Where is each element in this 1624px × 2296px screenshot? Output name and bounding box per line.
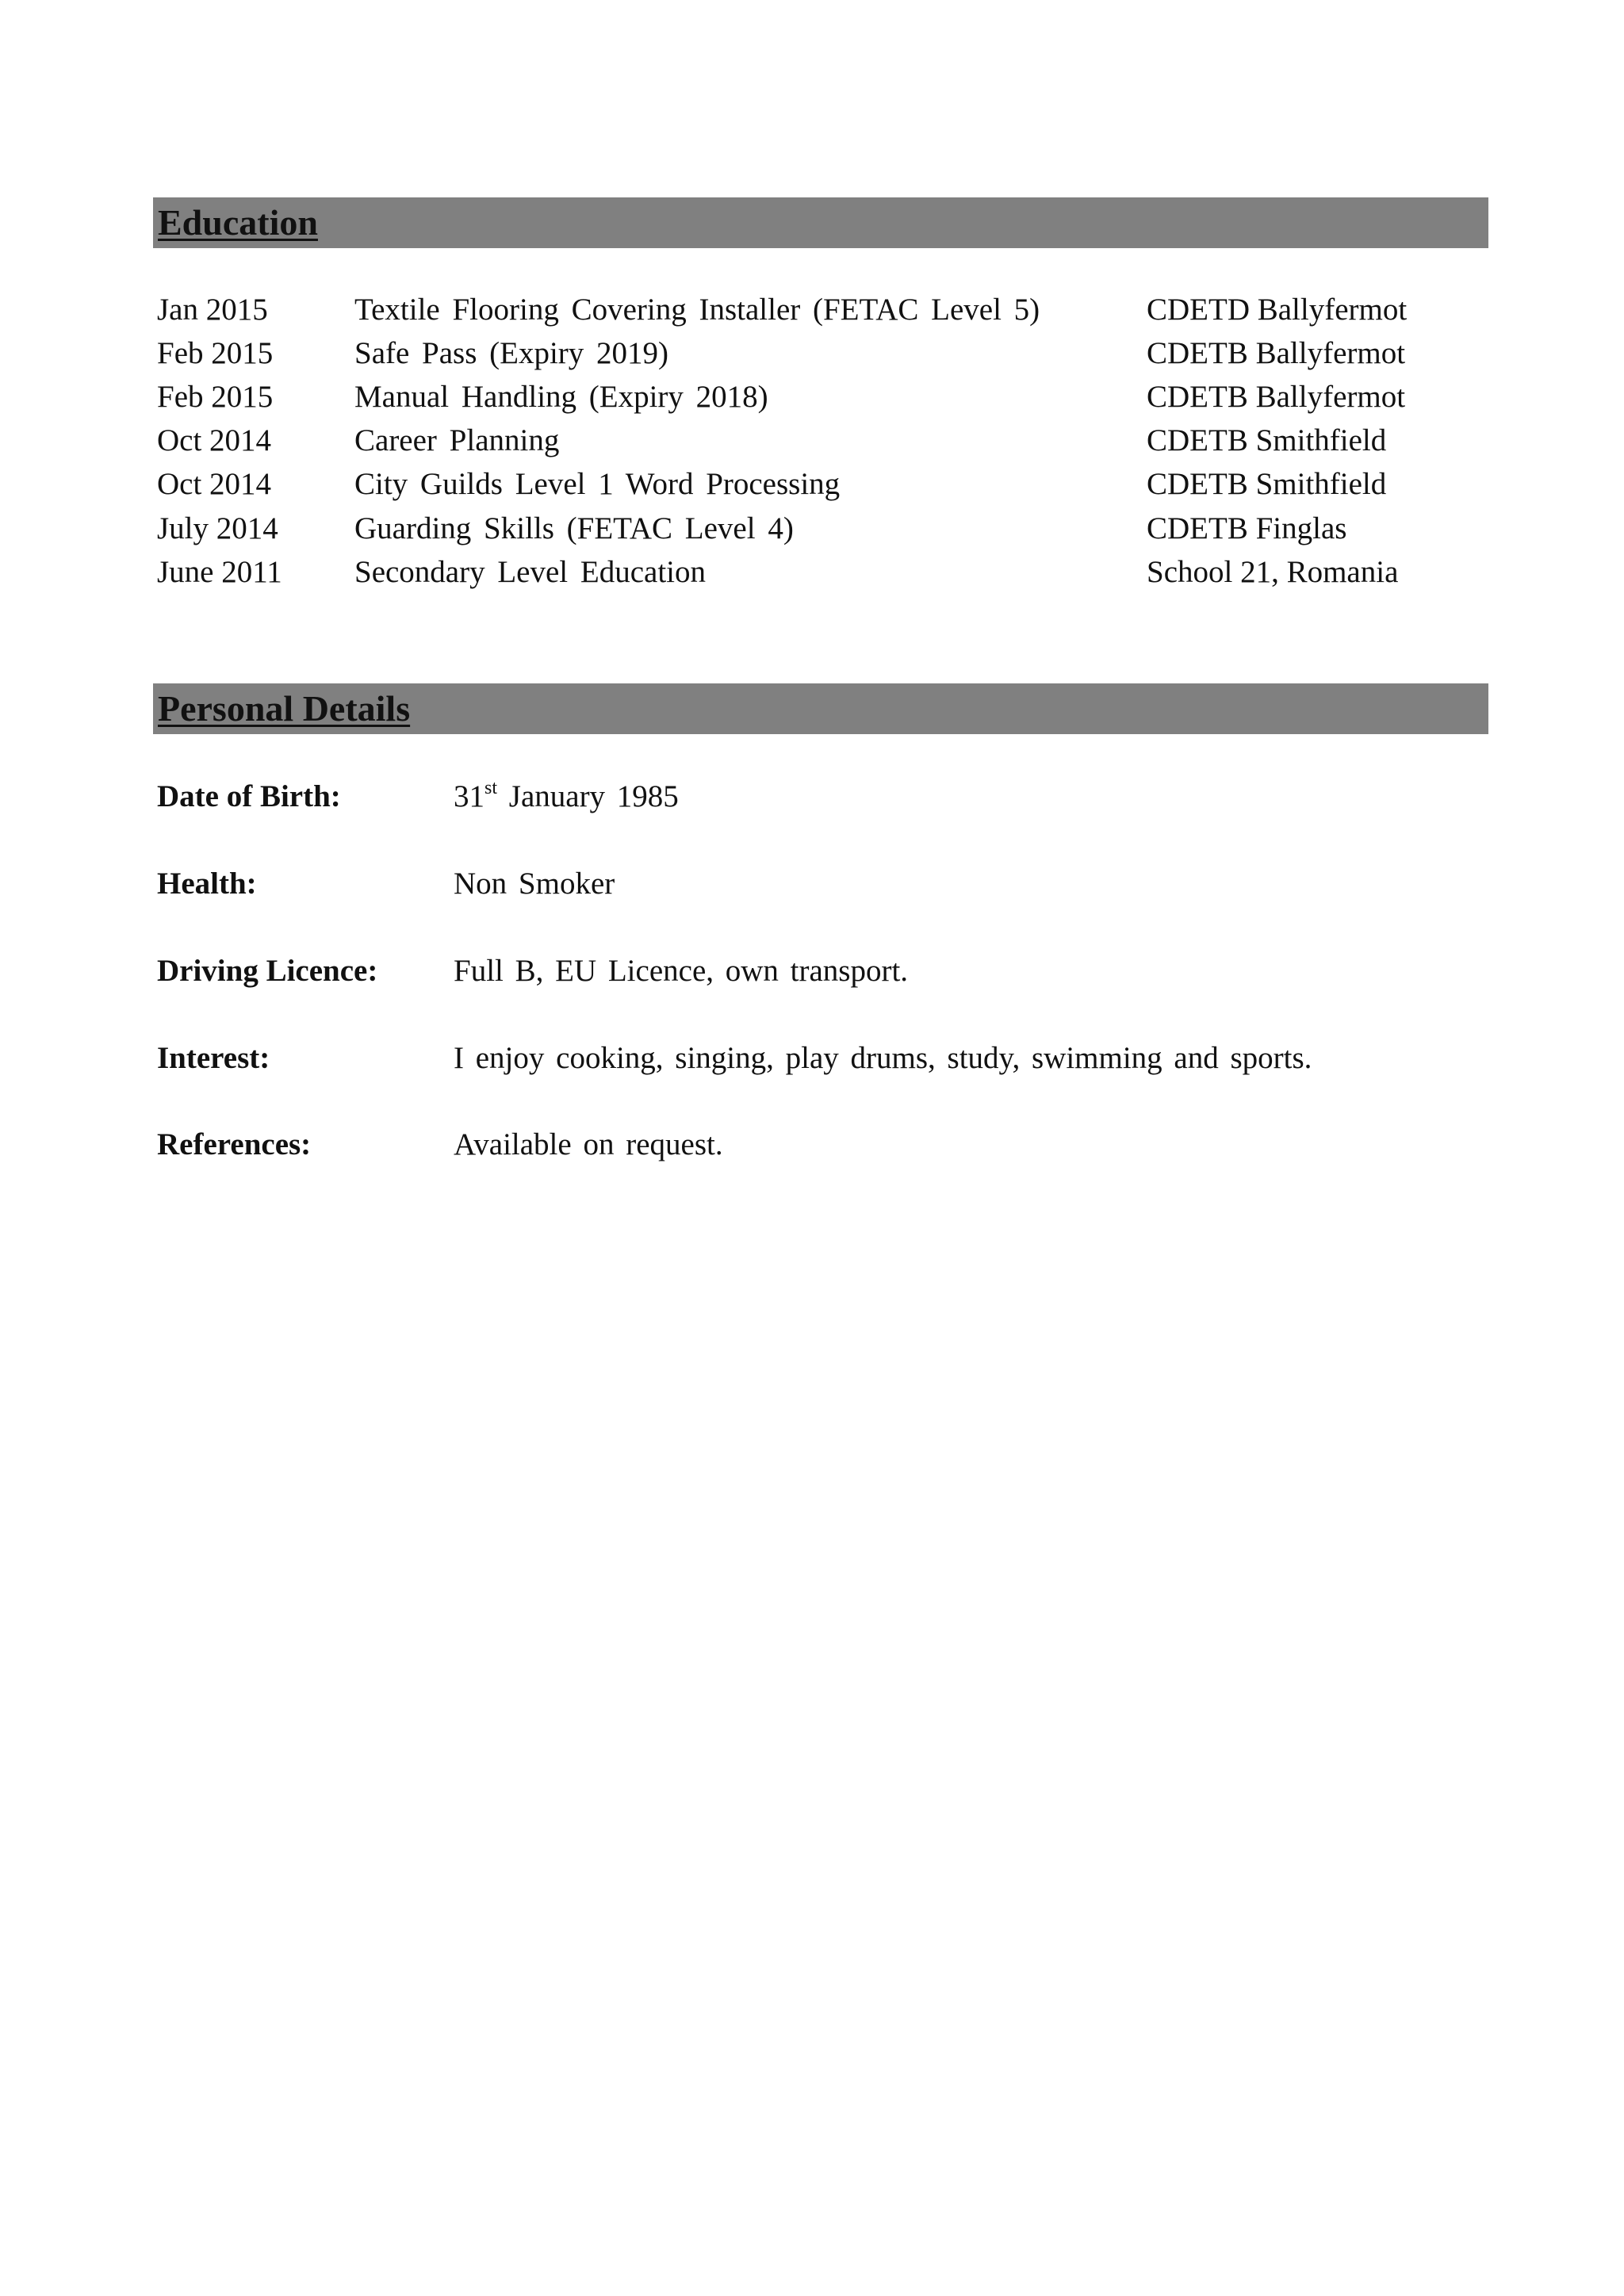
birth-month-year: January 1985 — [508, 779, 679, 813]
education-date: July 2014 — [157, 511, 278, 545]
education-course: Career Planning — [354, 423, 560, 457]
education-date: June 2011 — [157, 555, 282, 589]
date-of-birth-row — [0, 773, 1624, 821]
references-value: Available on request. — [454, 1127, 723, 1161]
education-heading: Education — [158, 202, 318, 243]
education-row — [0, 289, 1624, 331]
education-date: Oct 2014 — [157, 423, 272, 457]
education-row — [0, 419, 1624, 462]
education-institution: CDETB Ballyfermot — [1147, 380, 1406, 414]
health-label: Health: — [157, 867, 257, 901]
education-course: Secondary Level Education — [354, 555, 706, 589]
interest-value: I enjoy cooking, singing, play drums, study, swimming and sports. — [454, 1041, 1312, 1075]
date-of-birth-label: Date of Birth: — [157, 779, 341, 813]
education-institution: CDETB Smithfield — [1147, 467, 1387, 501]
education-date: Feb 2015 — [157, 380, 274, 414]
driving-licence-value: Full B, EU Licence, own transport. — [454, 954, 909, 988]
interest-label: Interest: — [157, 1041, 270, 1075]
birth-day: 31 — [454, 779, 485, 813]
education-course: Textile Flooring Covering Installer (FETAC Level 5) — [354, 293, 1040, 327]
education-institution: School 21, Romania — [1147, 555, 1399, 589]
education-course: Safe Pass (Expiry 2019) — [354, 336, 669, 370]
driving-licence-label: Driving Licence: — [157, 954, 378, 988]
health-value: Non Smoker — [454, 867, 615, 901]
education-institution: CDETD Ballyfermot — [1147, 293, 1408, 327]
education-institution: CDETB Finglas — [1147, 511, 1347, 545]
education-course: Manual Handling (Expiry 2018) — [354, 380, 768, 414]
education-institution: CDETB Ballyfermot — [1147, 336, 1406, 370]
education-row — [0, 332, 1624, 375]
date-of-birth-value — [454, 773, 679, 821]
personal-details-heading: Personal Details — [158, 688, 411, 729]
education-date: Feb 2015 — [157, 336, 274, 370]
personal-details-header-bar — [153, 683, 1488, 734]
education-row — [0, 376, 1624, 419]
education-row — [0, 551, 1624, 594]
references-label: References: — [157, 1127, 312, 1161]
education-institution: CDETB Smithfield — [1147, 423, 1387, 457]
education-row — [0, 507, 1624, 550]
education-row — [0, 463, 1624, 506]
education-date: Oct 2014 — [157, 467, 272, 501]
driving-licence-row — [0, 947, 1624, 995]
education-date: Jan 2015 — [157, 293, 268, 327]
education-course: City Guilds Level 1 Word Processing — [354, 467, 841, 501]
education-header-bar — [153, 197, 1488, 248]
interest-row — [0, 1035, 1624, 1082]
references-row — [0, 1121, 1624, 1169]
birth-day-suffix: st — [485, 778, 498, 798]
education-course: Guarding Skills (FETAC Level 4) — [354, 511, 794, 545]
health-row — [0, 860, 1624, 908]
